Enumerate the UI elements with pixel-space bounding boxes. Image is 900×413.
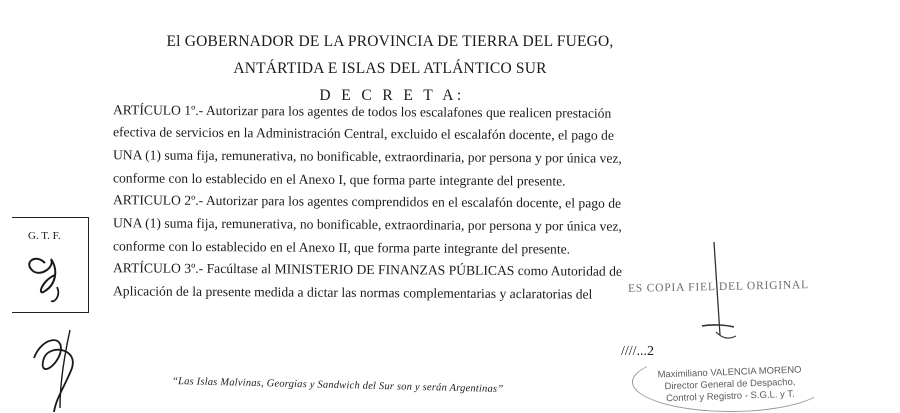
decree-heading-line1: El GOBERNADOR DE LA PROVINCIA DE TIERRA DEL FUEGO,: [166, 33, 614, 50]
copia-fiel-stamp: ES COPIA FIEL DEL ORIGINAL: [627, 279, 810, 295]
margin-stamp-label: G. T. F.: [28, 230, 61, 242]
decree-heading-line2: ANTÁRTIDA E ISLAS DEL ATLÁNTICO SUR: [233, 60, 547, 77]
body-line: UNA (1) suma fija, remunerativa, no bonificable, extraordinaria, por persona y por única vez,: [112, 147, 622, 166]
body-line: conforme con lo establecido en el Anexo II, que forma parte integrante del presente.: [112, 238, 571, 257]
page-continuation: ////...2: [621, 344, 655, 359]
decreta-heading: D E C R E T A:: [319, 87, 465, 104]
margin-signature-icon: [20, 318, 90, 413]
body-line: ARTÍCULO 3º.- Facúltase al MINISTERIO DE FINANZAS PÚBLICAS como Autoridad de: [112, 260, 623, 279]
footer-motto: “Las Islas Malvinas, Georgias y Sandwich del Sur son y serán Argentinas”: [171, 375, 504, 396]
signatory-name: Maximiliano VALENCIA MORENO: [657, 364, 802, 381]
signature-stamp: [639, 364, 820, 406]
signatory-role: Director General de Despacho,: [664, 376, 796, 393]
body-line: ARTÍCULO 1º.- Autorizar para los agentes de todos los escalafones que realicen prestación: [112, 102, 612, 121]
body-line: efectiva de servicios en la Administración Central, excluido el escalafón docente, el pago de: [112, 124, 614, 143]
body-line: Aplicación de la presente medida a dictar las normas complementarias y aclaratorias del: [112, 283, 593, 302]
certifying-signature-icon: [700, 240, 760, 350]
body-line: conforme con lo establecido en el Anexo I, que forma parte integrante del presente.: [112, 170, 566, 189]
signatory-unit: Control y Registro - S.G.L. y T.: [665, 388, 795, 405]
initials-signature-icon: [15, 245, 85, 305]
body-line: ARTICULO 2º.- Autorizar para los agentes comprendidos en el escalafón docente, el pago de: [112, 192, 622, 211]
body-line: UNA (1) suma fija, remunerativa, no bonificable, extraordinaria, por persona y por única vez,: [112, 215, 622, 234]
